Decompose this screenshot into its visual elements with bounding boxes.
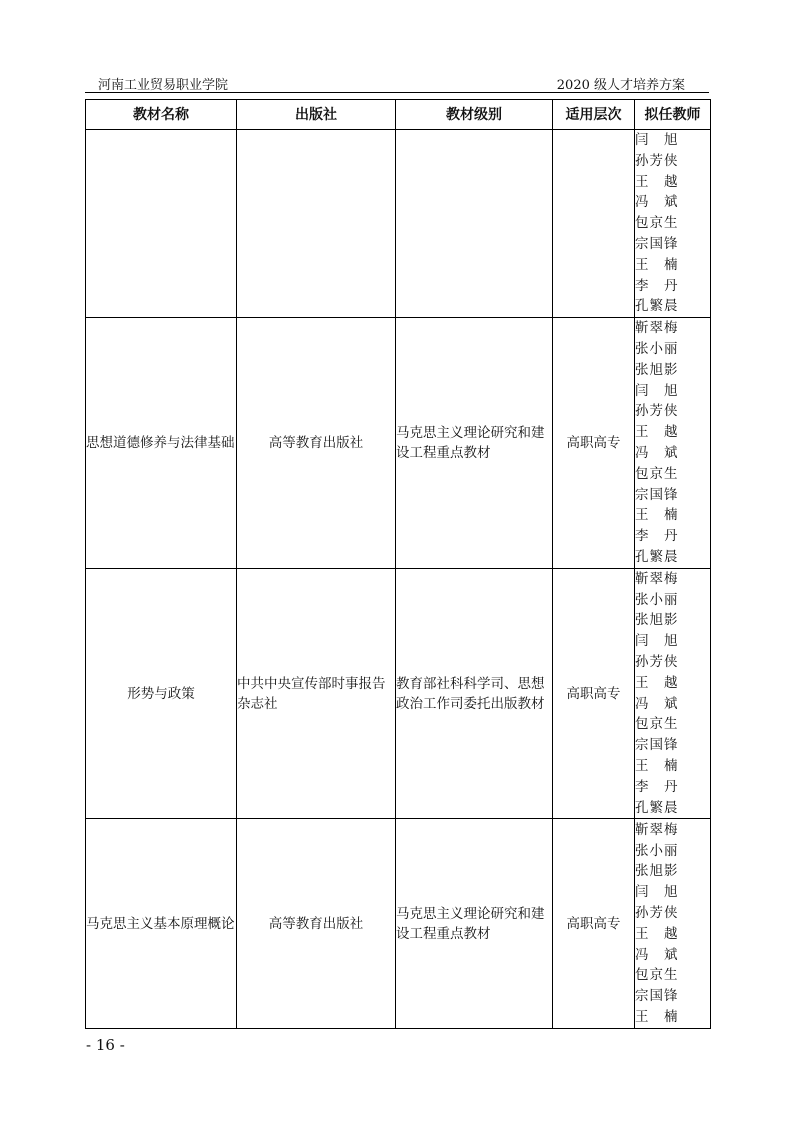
teacher-name: 冯 斌	[635, 946, 679, 963]
teacher-name: 冯 斌	[635, 695, 679, 712]
teacher-name: 孙芳侠	[635, 152, 679, 169]
teacher-name: 冯 斌	[635, 444, 679, 461]
teacher-name: 闫 旭	[635, 884, 679, 901]
teacher-name: 靳翠梅	[635, 821, 679, 838]
teacher-name: 宗国锋	[635, 486, 679, 503]
scope-cell: 高职高专	[553, 819, 635, 1029]
teachers-cell	[635, 568, 711, 819]
scope-cell	[553, 130, 635, 318]
teacher-name: 闫 旭	[635, 633, 679, 650]
textbook-name-cell: 形势与政策	[86, 568, 237, 819]
teacher-name: 靳翠梅	[635, 570, 679, 587]
level-cell: 教育部社科科学司、思想政治工作司委托出版教材	[396, 568, 553, 819]
teachers-cell	[635, 318, 711, 569]
teacher-name: 包京生	[635, 967, 679, 984]
teacher-name: 宗国锋	[635, 737, 679, 754]
teachers-cell	[635, 819, 711, 1029]
teacher-name: 宗国锋	[635, 235, 679, 252]
column-header-teachers: 拟任教师	[635, 100, 711, 130]
teacher-name: 王 越	[635, 925, 679, 942]
teacher-name: 孙芳侠	[635, 403, 679, 420]
publisher-cell: 高等教育出版社	[237, 318, 396, 569]
textbook-name-cell: 思想道德修养与法律基础	[86, 318, 237, 569]
publisher-cell: 高等教育出版社	[237, 819, 396, 1029]
table-header-row	[86, 100, 711, 130]
teacher-name: 孙芳侠	[635, 905, 679, 921]
publisher-cell: 中共中央宣传部时事报告杂志社	[237, 568, 396, 819]
teacher-name: 张小丽	[635, 842, 679, 859]
teachers-cell	[635, 130, 711, 318]
teacher-name: 靳翠梅	[635, 320, 679, 337]
table-row	[86, 318, 711, 569]
textbook-table	[85, 99, 711, 1029]
teacher-name: 王 楠	[635, 1008, 679, 1025]
header-institution: 河南工业贸易职业学院	[98, 78, 229, 93]
teacher-name: 包京生	[635, 716, 679, 733]
teacher-name: 孔繁晨	[635, 548, 679, 565]
table-row	[86, 130, 711, 318]
teacher-name: 冯 斌	[635, 194, 679, 211]
teacher-name: 李 丹	[635, 277, 679, 294]
column-header-level: 教材级别	[396, 100, 553, 130]
teacher-name: 张小丽	[635, 340, 679, 357]
header-rule	[85, 92, 709, 93]
scope-cell: 高职高专	[553, 318, 635, 569]
teacher-name: 包京生	[635, 215, 679, 232]
teacher-name: 孔繁晨	[635, 799, 679, 816]
teacher-name: 李 丹	[635, 778, 679, 795]
scope-cell: 高职高专	[553, 568, 635, 819]
teacher-name: 包京生	[635, 465, 679, 482]
teacher-name: 孙芳侠	[635, 653, 679, 670]
teacher-name: 孔繁晨	[635, 298, 679, 315]
teacher-name: 王 楠	[635, 256, 679, 273]
level-cell: 马克思主义理论研究和建设工程重点教材	[396, 819, 553, 1029]
teacher-name: 李 丹	[635, 528, 679, 545]
table-row	[86, 819, 711, 1029]
teacher-name: 王 楠	[635, 757, 679, 774]
column-header-publisher: 出版社	[237, 100, 396, 130]
teacher-name: 张旭影	[635, 612, 679, 629]
level-cell: 马克思主义理论研究和建设工程重点教材	[396, 318, 553, 569]
teacher-name: 王 越	[635, 173, 679, 190]
teacher-name: 闫 旭	[635, 132, 679, 148]
teacher-name: 张旭影	[635, 361, 679, 378]
column-header-name: 教材名称	[86, 100, 237, 130]
teacher-name: 闫 旭	[635, 382, 679, 399]
table-row	[86, 568, 711, 819]
level-cell	[396, 130, 553, 318]
teacher-name: 王 越	[635, 424, 679, 441]
teacher-name: 宗国锋	[635, 988, 679, 1005]
textbook-name-cell: 马克思主义基本原理概论	[86, 819, 237, 1029]
teacher-name: 王 越	[635, 674, 679, 691]
header-document-title: 2020 级人才培养方案	[556, 78, 685, 93]
publisher-cell	[237, 130, 396, 318]
teacher-name: 张小丽	[635, 591, 679, 608]
teacher-name: 王 楠	[635, 507, 679, 524]
page-number: - 16 -	[86, 1036, 125, 1054]
column-header-scope: 适用层次	[553, 100, 635, 130]
teacher-name: 张旭影	[635, 863, 679, 880]
textbook-name-cell	[86, 130, 237, 318]
